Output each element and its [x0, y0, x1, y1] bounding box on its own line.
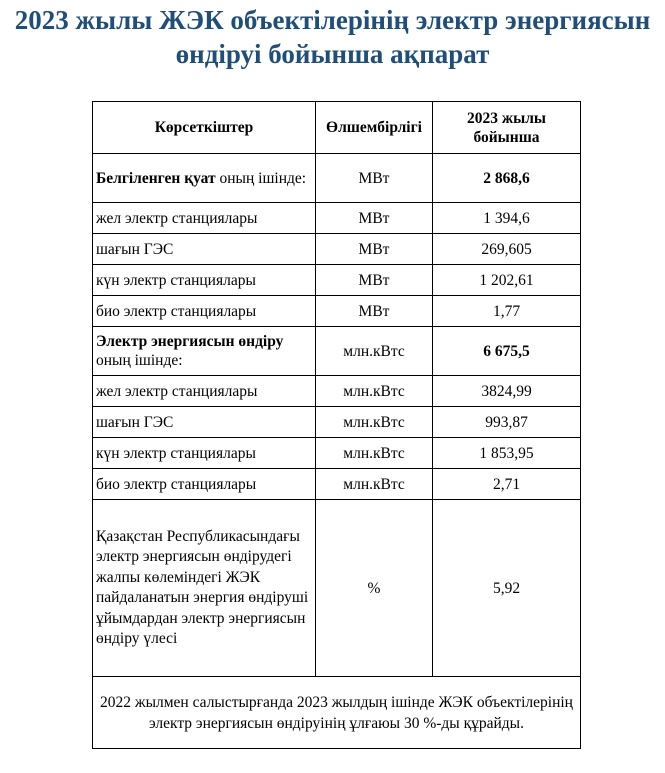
row-value: 1 853,95: [433, 438, 581, 469]
row-label: күн электр станциялары: [93, 438, 316, 469]
header-row: [93, 102, 581, 154]
row-value: 1 202,61: [433, 265, 581, 296]
row-label: шағын ГЭС: [93, 407, 316, 438]
row-value: 2 868,6: [433, 154, 581, 203]
title-line-2: өндіруі бойынша ақпарат: [175, 39, 490, 69]
row-unit: млн.кВтс: [316, 376, 433, 407]
table-row: [93, 296, 581, 327]
row-unit: млн.кВтс: [316, 407, 433, 438]
header-unit: Өлшембірлігі: [316, 102, 433, 154]
table-row: [93, 234, 581, 265]
row-unit: МВт: [316, 296, 433, 327]
row-label: Электр энергиясын өндіру оның ішінде:: [93, 327, 316, 376]
row-label: Белгіленген қуат оның ішінде:: [93, 154, 316, 203]
table-row: [93, 376, 581, 407]
row-label: био электр станциялары: [93, 469, 316, 500]
row-unit: млн.кВтс: [316, 327, 433, 376]
row-value: 1,77: [433, 296, 581, 327]
row-unit: млн.кВтс: [316, 469, 433, 500]
row-label: жел электр станциялары: [93, 376, 316, 407]
row-label: жел электр станциялары: [93, 203, 316, 234]
row-unit: %: [316, 500, 433, 677]
footer-row: [93, 677, 581, 749]
table-row: [93, 203, 581, 234]
row-unit: МВт: [316, 203, 433, 234]
installed-capacity-row: [93, 154, 581, 203]
row-value: 1 394,6: [433, 203, 581, 234]
title-line-1: 2023 жылы ЖЭК объектілерінің электр энергиясын: [14, 5, 651, 35]
row-unit: МВт: [316, 234, 433, 265]
generation-row: [93, 327, 581, 376]
header-indicator: Көрсеткіштер: [93, 102, 316, 154]
row-unit: МВт: [316, 265, 433, 296]
row-label: био электр станциялары: [93, 296, 316, 327]
row-value: 6 675,5: [433, 327, 581, 376]
table-row: [93, 469, 581, 500]
header-value: 2023 жылы бойынша: [433, 102, 581, 154]
row-value: 2,71: [433, 469, 581, 500]
footer-note: 2022 жылмен салыстырғанда 2023 жылдың ішінде ЖЭК объектілерінің электр энергиясын өндіруінің ұлғаюы 30 %-ды құрайды.: [93, 677, 581, 749]
row-label: күн электр станциялары: [93, 265, 316, 296]
row-unit: МВт: [316, 154, 433, 203]
share-row: [93, 500, 581, 677]
table-row: [93, 265, 581, 296]
row-label: шағын ГЭС: [93, 234, 316, 265]
row-value: 5,92: [433, 500, 581, 677]
row-label: Қазақстан Республикасындағы электр энергиясын өндірудегі жалпы көлеміндегі ЖЭК пайдаланатын энергия өндіруші ұйымдардан электр энергиясын өндіру үлесі: [93, 500, 316, 677]
table-row: [93, 407, 581, 438]
row-value: 269,605: [433, 234, 581, 265]
row-value: 3824,99: [433, 376, 581, 407]
renewables-table: [92, 101, 581, 749]
table-row: [93, 438, 581, 469]
page-title: [0, 3, 665, 71]
row-value: 993,87: [433, 407, 581, 438]
row-unit: млн.кВтс: [316, 438, 433, 469]
